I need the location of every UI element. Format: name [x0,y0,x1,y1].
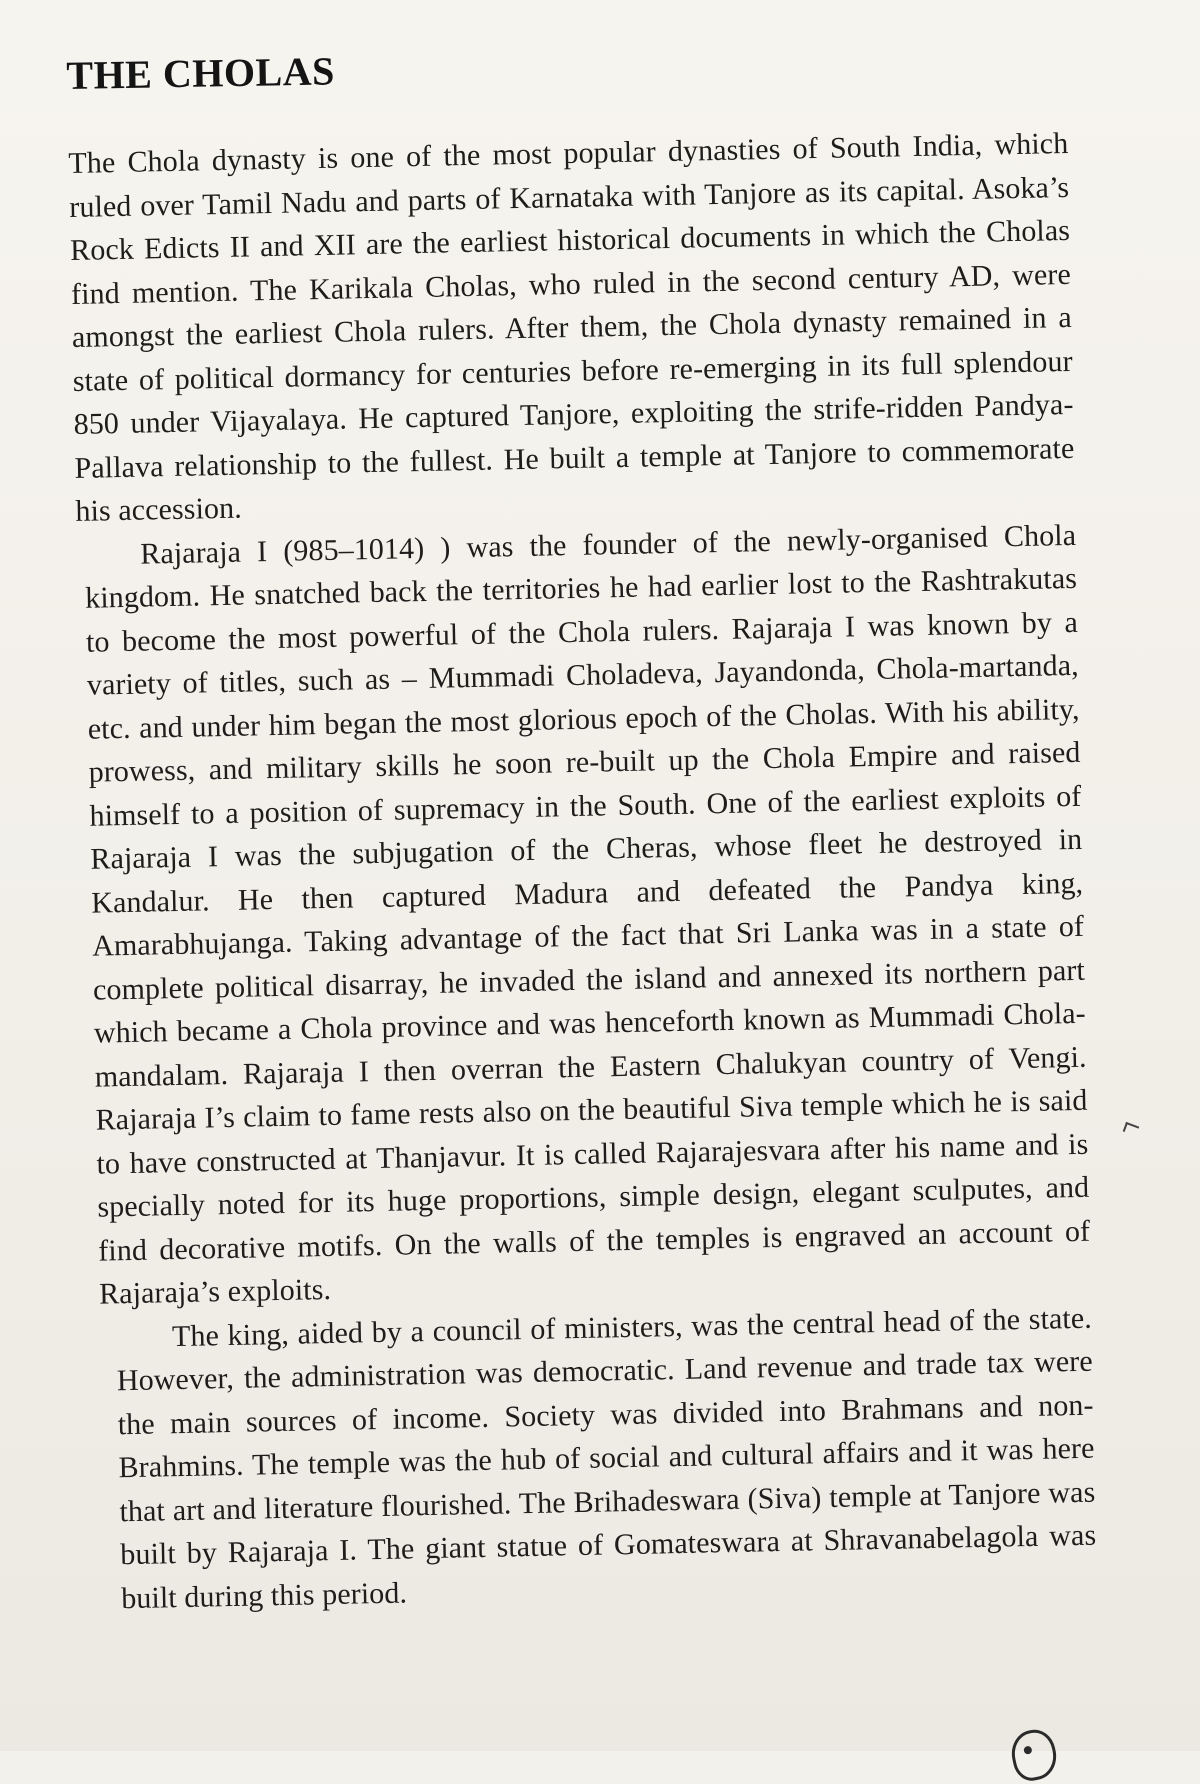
page-body [68,122,1097,1621]
paragraph-rajaraja: Rajaraja I (985–1014) ) was the founder of the newly-organised Chola kingdom. He snatched back the territories he had earlier lost to the Rashtrakutas to become the most powerful of the Chola rulers. Rajaraja I was known by a variety of titles, such as – Mummadi Choladeva, Jayandonda, Chola-martanda, etc. and under him began the most glorious epoch of the Cholas. With his ability, prowess, and military skills he soon re-built up the Chola Empire and raised himself to a position of supremacy in the South. One of the earliest exploits of Rajaraja I was the subjugation of the Cheras, whose fleet he destroyed in Kandalur. He then captured Madura and defeated the Pandya king, Amarabhujanga. Taking advantage of the fact that Sri Lanka was in a state of complete political disarray, he invaded the island and annexed its northern part which became a Chola province and was henceforth known as Mummadi Chola-mandalam. Rajaraja I then overran the Eastern Chalukyan country of Vengi. Rajaraja I’s claim to fame rests also on the beautiful Siva temple which he is said to have constructed at Thanjavur. It is called Rajarajesvara after his name and is specially noted for its huge proportions, simple design, elegant sculputes, and find decorative motifs. On the walls of the temples is engraved an account of Rajaraja’s exploits. [84,518,1091,1311]
pen-mark [1123,1122,1140,1136]
paragraph-intro: The Chola dynasty is one of the most popular dynasties of South India, which ruled over Tamil Nadu and parts of Karnataka with Tanjore as its capital. Asoka’s Rock Edicts II and XII are the earliest historical documents in which the Cholas find mention. The Karikala Cholas, who ruled in the second century AD, were amongst the earliest Chola rulers. After them, the Chola dynasty remained in a state of political dormancy for centuries before re-emerging in its full splendour 850 under Vijayalaya. He captured Tanjore, exploiting the strife-ridden Pandya-Pallava relationship to the fullest. He built a temple at Tanjore to commemorate his accession. [68,126,1075,528]
page-title: THE CHOLAS [66,48,336,98]
paragraph-administration: The king, aided by a council of ministers, was the central head of the state. However, the administration was democratic. Land revenue and trade tax were the main sources of income. Society was divided into Brahmans and non-Brahmins. The temple was the hub of social and cultural affairs and it was here that art and literature flourished. The Brihadeswara (Siva) temple at Tanjore was built by Rajaraja I. The giant statue of Gomateswara at Shravanabelagola was built during this period. [116,1301,1097,1615]
handwritten-doodle-icon [1007,1726,1060,1784]
